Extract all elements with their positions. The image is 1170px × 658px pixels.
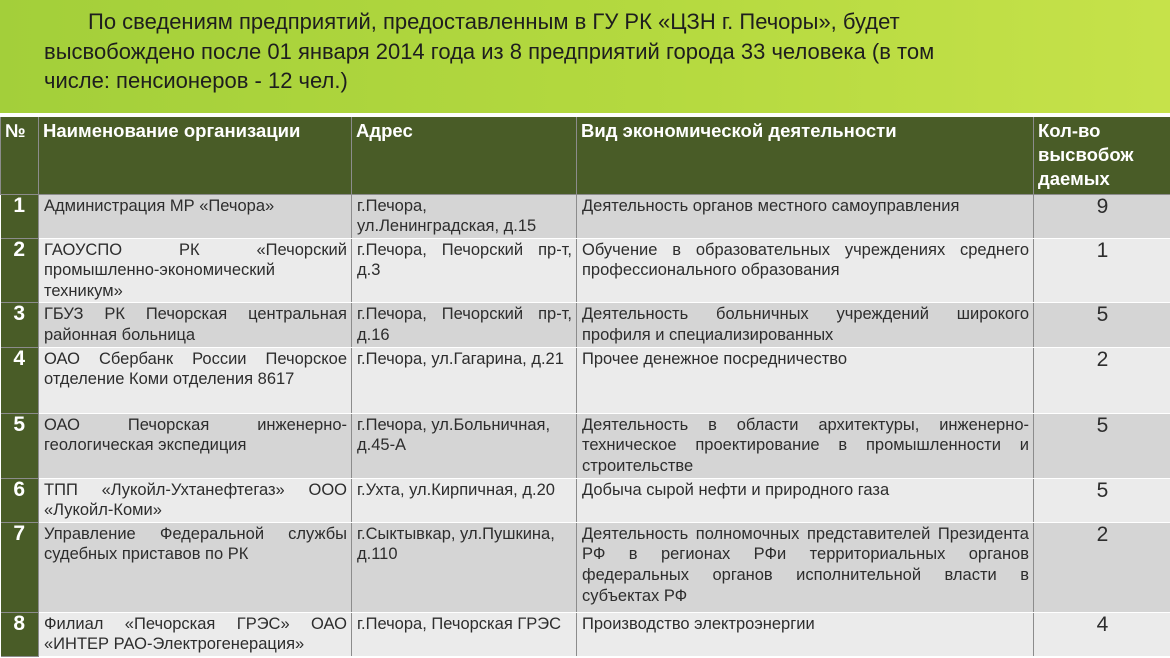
intro-line-3: числе: пенсионеров - 12 чел.) <box>44 68 348 93</box>
row-activity: Деятельность полномочных представителей Президента РФ в регионах РФи территориальных органов федеральных органов исполнительной власти в субъектах РФ <box>577 522 1034 612</box>
row-activity: Деятельность в области архитектуры, инженерно-техническое проектирование в промышленности и строительстве <box>577 413 1034 478</box>
enterprises-table <box>0 117 1170 657</box>
row-address: г.Печора, Печорский пр-т, д.3 <box>352 238 577 303</box>
row-count: 5 <box>1034 303 1170 347</box>
row-address: г.Печора, ул.Гагарина, д.21 <box>352 347 577 413</box>
header-activity: Вид экономической деятельности <box>577 117 1034 194</box>
row-address: г.Печора, ул.Ленинградская, д.15 <box>352 194 577 238</box>
row-count: 2 <box>1034 347 1170 413</box>
intro-line-1: По сведениям предприятий, предоставленным в ГУ РК «ЦЗН г. Печоры», будет <box>88 9 900 34</box>
row-organization: Администрация МР «Печора» <box>39 194 352 238</box>
table-row <box>1 612 1170 656</box>
row-count: 4 <box>1034 612 1170 656</box>
row-number: 2 <box>1 238 39 303</box>
header-num: № <box>1 117 39 194</box>
row-address: г.Ухта, ул.Кирпичная, д.20 <box>352 478 577 522</box>
row-address: г.Печора, ул.Больничная, д.45-А <box>352 413 577 478</box>
row-address: г.Печора, Печорский пр-т, д.16 <box>352 303 577 347</box>
table-header-row <box>1 117 1170 194</box>
header-count: Кол-во высвобож даемых <box>1034 117 1170 194</box>
table-row <box>1 478 1170 522</box>
row-count: 5 <box>1034 413 1170 478</box>
row-activity: Добыча сырой нефти и природного газа <box>577 478 1034 522</box>
header-organization: Наименование организации <box>39 117 352 194</box>
row-organization: ОАО Печорская инженерно-геологическая экспедиция <box>39 413 352 478</box>
row-number: 1 <box>1 194 39 238</box>
row-address: г.Сыктывкар, ул.Пушкина, д.110 <box>352 522 577 612</box>
table-row <box>1 303 1170 347</box>
row-address: г.Печора, Печорская ГРЭС <box>352 612 577 656</box>
table-row <box>1 413 1170 478</box>
row-organization: Управление Федеральной службы судебных приставов по РК <box>39 522 352 612</box>
row-count: 2 <box>1034 522 1170 612</box>
row-count: 5 <box>1034 478 1170 522</box>
row-count: 1 <box>1034 238 1170 303</box>
intro-paragraph <box>44 7 1134 96</box>
table-row <box>1 347 1170 413</box>
row-number: 4 <box>1 347 39 413</box>
row-organization: ГАОУСПО РК «Печорский промышленно-экономический техникум» <box>39 238 352 303</box>
row-number: 7 <box>1 522 39 612</box>
row-activity: Деятельность больничных учреждений широкого профиля и специализированных <box>577 303 1034 347</box>
row-number: 5 <box>1 413 39 478</box>
intro-line-2: высвобождено после 01 января 2014 года из 8 предприятий города 33 человека (в том <box>44 38 935 64</box>
row-organization: ТПП «Лукойл-Ухтанефтегаз» ООО «Лукойл-Коми» <box>39 478 352 522</box>
title-banner <box>0 0 1170 113</box>
row-number: 3 <box>1 303 39 347</box>
row-number: 6 <box>1 478 39 522</box>
row-number: 8 <box>1 612 39 656</box>
table-row <box>1 238 1170 303</box>
row-organization: ОАО Сбербанк России Печорское отделение Коми отделения 8617 <box>39 347 352 413</box>
row-count: 9 <box>1034 194 1170 238</box>
table-row <box>1 522 1170 612</box>
table-row <box>1 194 1170 238</box>
row-activity: Прочее денежное посредничество <box>577 347 1034 413</box>
row-activity: Обучение в образовательных учреждениях среднего профессионального образования <box>577 238 1034 303</box>
row-organization: ГБУЗ РК Печорская центральная районная больница <box>39 303 352 347</box>
row-activity: Деятельность органов местного самоуправления <box>577 194 1034 238</box>
row-organization: Филиал «Печорская ГРЭС» ОАО «ИНТЕР РАО-Электрогенерация» <box>39 612 352 656</box>
row-activity: Производство электроэнергии <box>577 612 1034 656</box>
header-address: Адрес <box>352 117 577 194</box>
